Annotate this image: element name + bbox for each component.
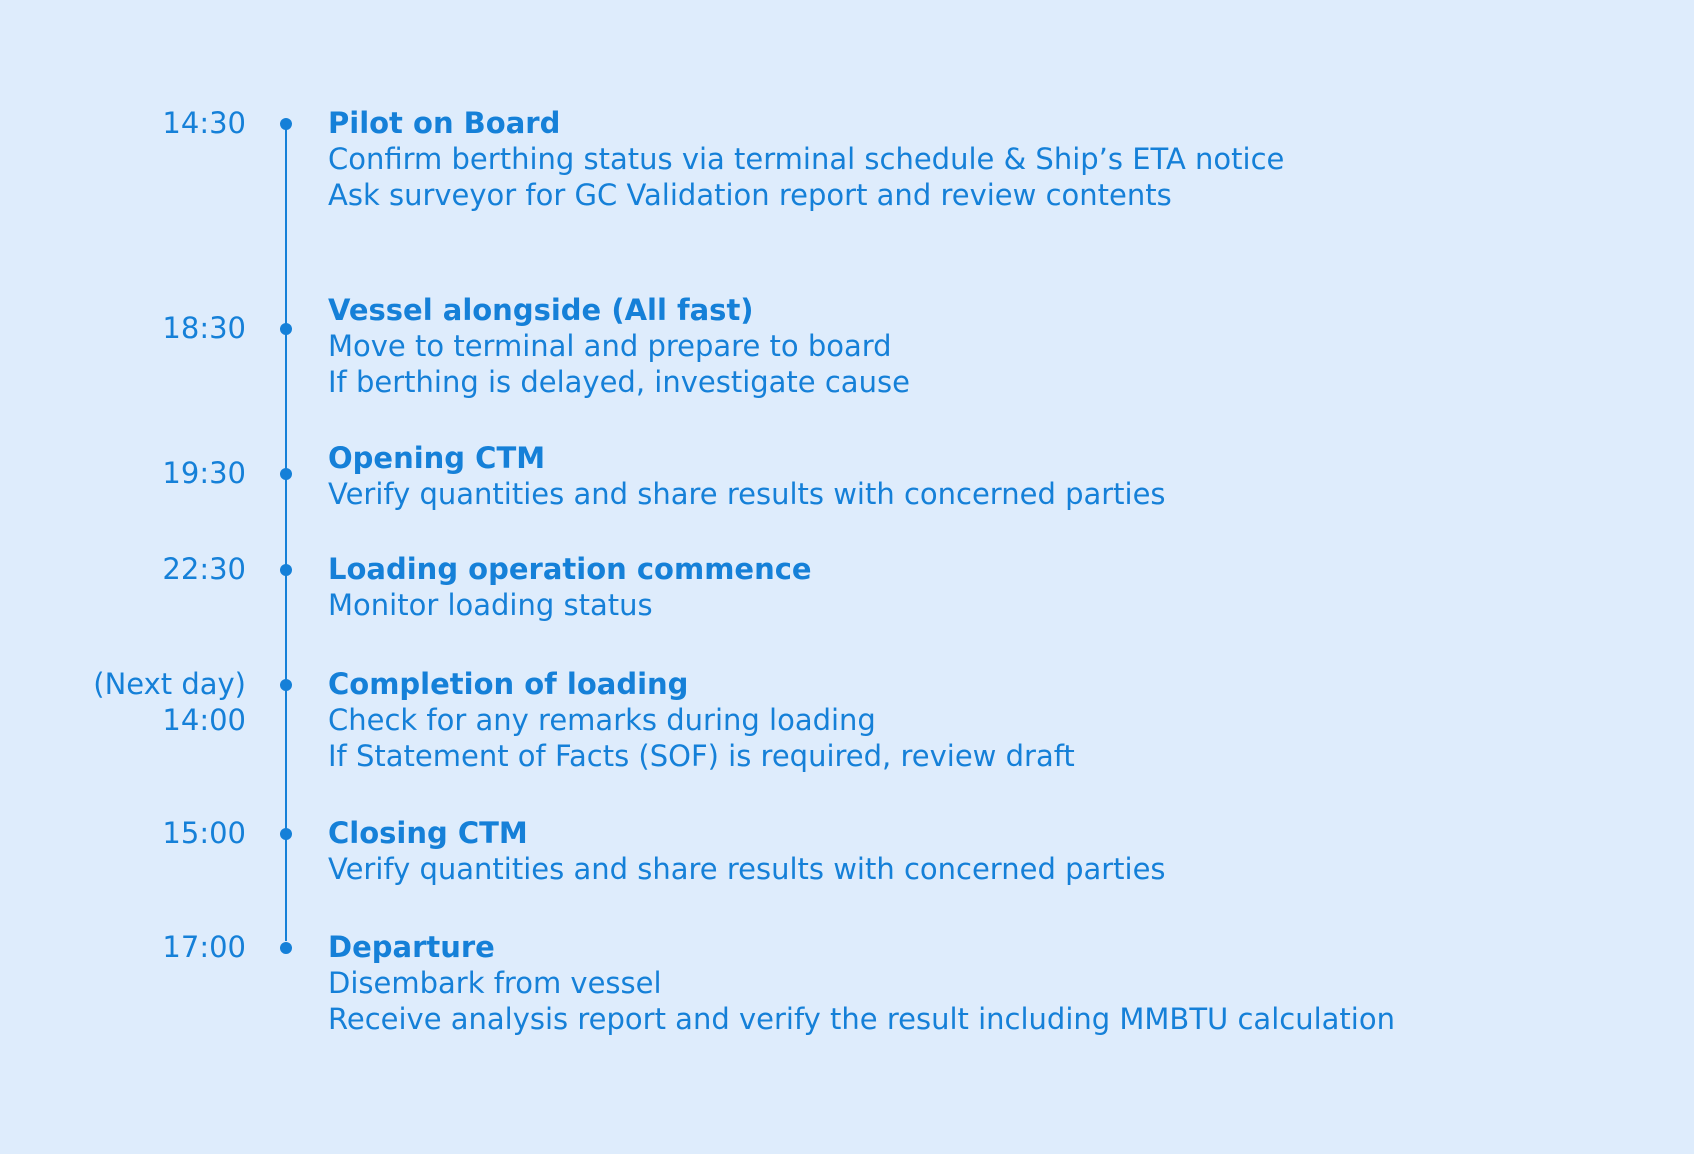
event-time	[162, 815, 246, 851]
event-time	[162, 310, 246, 346]
event-time	[162, 455, 246, 491]
event-content	[328, 815, 1166, 887]
event-content	[328, 551, 812, 623]
event-description-line: Receive analysis report and verify the result including MMBTU calculation	[328, 1002, 1395, 1036]
event-content	[328, 292, 910, 400]
timeline-axis-line	[285, 123, 287, 941]
event-description-line: Verify quantities and share results with concerned parties	[328, 477, 1166, 511]
event-content	[328, 666, 1075, 774]
event-description-line: Move to terminal and prepare to board	[328, 329, 892, 363]
event-description-line: Ask surveyor for GC Validation report and review contents	[328, 178, 1172, 212]
timeline-dot	[280, 564, 292, 576]
event-content	[328, 929, 1395, 1037]
event-description-line: If Statement of Facts (SOF) is required, review draft	[328, 739, 1075, 773]
event-title: Completion of loading	[328, 667, 689, 701]
event-description-line: Confirm berthing status via terminal schedule & Ship’s ETA notice	[328, 142, 1285, 176]
event-time	[93, 666, 246, 738]
event-title: Pilot on Board	[328, 106, 561, 140]
event-title: Closing CTM	[328, 816, 528, 850]
event-time	[162, 551, 246, 587]
event-time-line: 17:00	[162, 930, 246, 964]
event-description-line: Verify quantities and share results with concerned parties	[328, 852, 1166, 886]
event-title: Opening CTM	[328, 441, 546, 475]
event-time-line: 15:00	[162, 816, 246, 850]
timeline-dot	[280, 323, 292, 335]
event-time-line: 22:30	[162, 552, 246, 586]
timeline-dot	[280, 118, 292, 130]
event-description-line: Monitor loading status	[328, 588, 653, 622]
timeline-dot	[280, 942, 292, 954]
event-content	[328, 440, 1166, 512]
event-description-line: Check for any remarks during loading	[328, 703, 876, 737]
event-time-line: 14:30	[162, 106, 246, 140]
event-title: Vessel alongside (All fast)	[328, 293, 754, 327]
timeline-dot	[280, 468, 292, 480]
event-time-line: 18:30	[162, 311, 246, 345]
event-time	[162, 929, 246, 965]
event-content	[328, 105, 1284, 213]
event-time	[162, 105, 246, 141]
event-title: Loading operation commence	[328, 552, 812, 586]
event-time-line: 19:30	[162, 456, 246, 490]
event-time-line: (Next day)	[93, 667, 246, 701]
event-description-line: If berthing is delayed, investigate cause	[328, 365, 910, 399]
timeline-dot	[280, 679, 292, 691]
event-description-line: Disembark from vessel	[328, 966, 662, 1000]
event-time-line: 14:00	[162, 703, 246, 737]
event-title: Departure	[328, 930, 495, 964]
timeline-dot	[280, 828, 292, 840]
